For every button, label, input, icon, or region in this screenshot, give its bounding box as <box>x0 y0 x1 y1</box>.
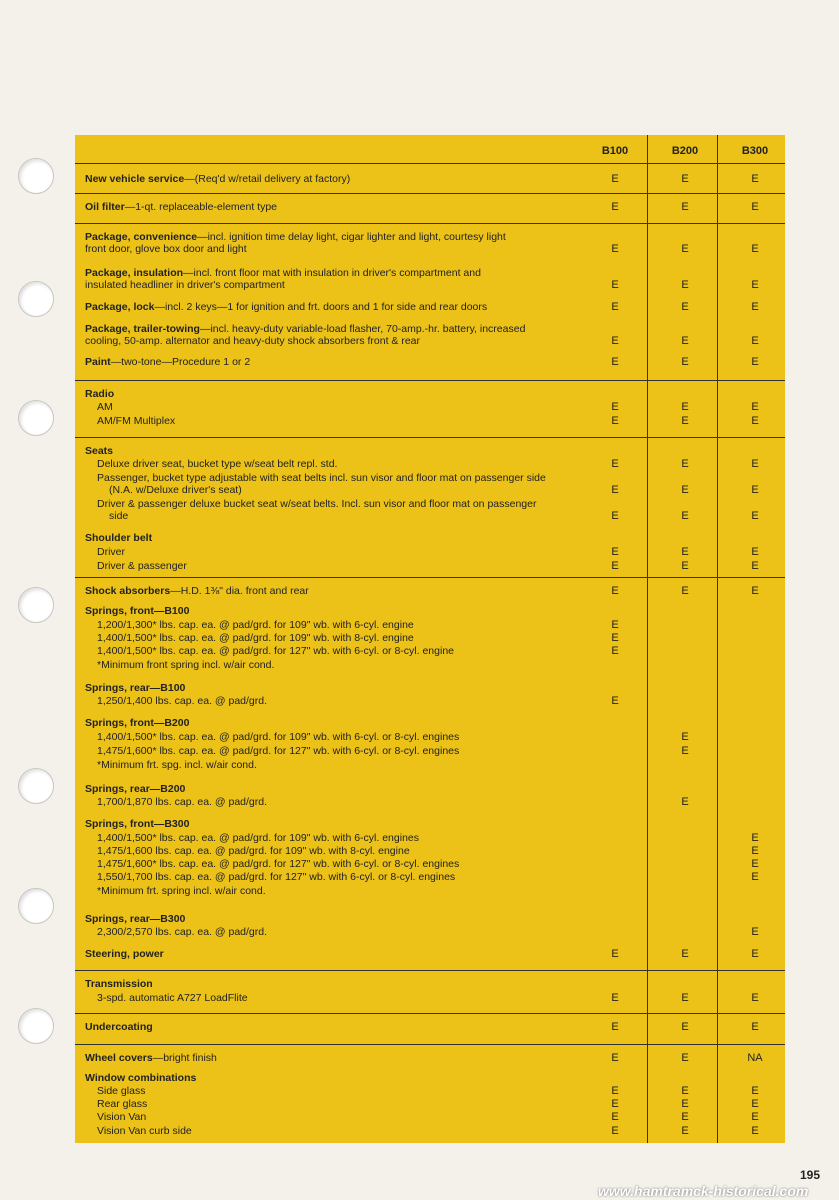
option-value: E <box>751 458 759 470</box>
row-description: Vision Van curb side <box>97 1125 192 1137</box>
option-value: E <box>681 510 689 522</box>
option-value: E <box>751 279 759 291</box>
table-row-text <box>85 832 597 844</box>
row-description: —(Req'd w/retail delivery at factory) <box>184 173 351 185</box>
row-description: Driver & passenger <box>97 560 187 572</box>
row-description: front door, glove box door and light <box>85 243 247 255</box>
table-row-text <box>85 619 597 631</box>
option-value: E <box>751 1021 759 1033</box>
option-value: E <box>611 1021 619 1033</box>
table-row-text <box>85 1052 585 1064</box>
table-row-text <box>85 871 597 883</box>
binder-hole <box>18 158 54 194</box>
table-row-text <box>85 948 585 960</box>
option-value: E <box>611 695 619 707</box>
row-description: 3-spd. automatic A727 LoadFlite <box>97 992 248 1004</box>
row-title: Seats <box>85 445 114 457</box>
section-divider <box>75 1044 785 1045</box>
row-description: —incl. ignition time delay light, cigar lighter and light, courtesy light <box>197 231 506 243</box>
table-row-text <box>85 267 585 279</box>
row-description: —H.D. 1⅜" dia. front and rear <box>170 585 309 597</box>
option-value: E <box>611 1111 619 1123</box>
option-value: E <box>751 832 759 844</box>
option-value: E <box>681 1052 689 1064</box>
option-value: E <box>681 560 689 572</box>
option-value: E <box>751 948 759 960</box>
option-value: E <box>681 458 689 470</box>
option-value: E <box>681 1125 689 1137</box>
row-title: Paint <box>85 356 111 368</box>
section-divider <box>75 970 785 971</box>
table-row-text <box>85 745 597 757</box>
option-value: E <box>611 415 619 427</box>
option-value: E <box>681 1021 689 1033</box>
option-value: E <box>751 871 759 883</box>
option-value: E <box>611 458 619 470</box>
table-row-text <box>85 323 585 335</box>
table-row-text <box>85 717 585 729</box>
row-description: 1,475/1,600 lbs. cap. ea. @ pad/grd. for 109" wb. with 8-cyl. engine <box>97 845 410 857</box>
table-row-text <box>85 783 585 795</box>
row-description: 1,475/1,600* lbs. cap. ea. @ pad/grd. for 127" wb. with 6-cyl. or 8-cyl. engines <box>97 745 460 757</box>
option-value: E <box>751 992 759 1004</box>
table-row-text <box>85 645 597 657</box>
table-row-text <box>85 415 597 427</box>
table-row-text <box>85 1072 585 1084</box>
row-title: Package, insulation <box>85 267 184 279</box>
table-row-text <box>85 243 585 255</box>
table-row-text <box>85 388 585 400</box>
option-value: E <box>611 585 619 597</box>
row-description: insulated headliner in driver's compartment <box>85 279 285 291</box>
option-value: E <box>611 948 619 960</box>
table-row-text <box>85 445 585 457</box>
option-value: E <box>681 173 689 185</box>
table-row-text <box>85 1021 585 1033</box>
option-value: E <box>681 745 689 757</box>
row-title: Transmission <box>85 978 153 990</box>
option-value: E <box>611 546 619 558</box>
table-row-text <box>85 632 597 644</box>
option-value: E <box>611 201 619 213</box>
option-value: E <box>681 243 689 255</box>
row-title: Springs, rear—B300 <box>85 913 186 925</box>
row-description: —incl. heavy-duty variable-load flasher, 70-amp.-hr. battery, increased <box>199 323 526 335</box>
option-value: E <box>751 301 759 313</box>
row-description: AM/FM Multiplex <box>97 415 176 427</box>
binder-hole <box>18 1008 54 1044</box>
option-value: E <box>751 356 759 368</box>
table-row-text <box>85 231 585 243</box>
table-row-text <box>85 926 597 938</box>
table-row-text <box>85 731 597 743</box>
table-row-text <box>85 605 585 617</box>
table-row-text <box>85 510 609 522</box>
row-description: side <box>109 510 129 522</box>
column-header-b200: B200 <box>671 145 699 157</box>
option-value: E <box>681 1098 689 1110</box>
option-value: E <box>751 585 759 597</box>
option-value: E <box>681 546 689 558</box>
row-description: Side glass <box>97 1085 146 1097</box>
table-row-text <box>85 356 585 368</box>
row-description: (N.A. w/Deluxe driver's seat) <box>109 484 242 496</box>
option-value: E <box>681 201 689 213</box>
table-row-text <box>85 335 585 347</box>
table-row-text <box>85 1111 597 1123</box>
table-row-text <box>85 401 597 413</box>
option-value: E <box>681 401 689 413</box>
table-row-text <box>85 992 597 1004</box>
column-divider <box>647 135 648 1143</box>
option-value: E <box>751 845 759 857</box>
table-row-text <box>85 695 597 707</box>
option-value: E <box>751 201 759 213</box>
row-title: Steering, power <box>85 948 164 960</box>
option-value: E <box>611 1052 619 1064</box>
row-description: —two-tone—Procedure 1 or 2 <box>110 356 251 368</box>
row-description: Driver <box>97 546 125 558</box>
option-value: E <box>681 948 689 960</box>
option-value: E <box>611 510 619 522</box>
row-description: Passenger, bucket type adjustable with seat belts incl. sun visor and floor mat on passenger side <box>97 472 546 484</box>
option-value: E <box>611 560 619 572</box>
table-row-text <box>85 585 585 597</box>
row-description: 1,250/1,400 lbs. cap. ea. @ pad/grd. <box>97 695 268 707</box>
option-value: NA <box>747 1052 763 1064</box>
option-value: E <box>751 243 759 255</box>
row-description: 1,400/1,500* lbs. cap. ea. @ pad/grd. for 109" wb. with 6-cyl. or 8-cyl. engines <box>97 731 460 743</box>
option-value: E <box>611 356 619 368</box>
row-title: Window combinations <box>85 1072 197 1084</box>
row-description: AM <box>97 401 113 413</box>
table-row-text <box>85 532 585 544</box>
table-row-text <box>85 173 585 185</box>
table-row-text <box>85 498 597 510</box>
table-row-text <box>85 858 597 870</box>
row-description: 1,400/1,500* lbs. cap. ea. @ pad/grd. for 127" wb. with 6-cyl. or 8-cyl. engine <box>97 645 454 657</box>
watermark: www.hamtramck-historical.com <box>598 1183 809 1199</box>
option-value: E <box>681 415 689 427</box>
option-value: E <box>751 415 759 427</box>
table-row-text <box>85 458 597 470</box>
table-row-text <box>85 885 597 897</box>
option-value: E <box>681 1085 689 1097</box>
table-row-text <box>85 201 585 213</box>
binder-hole <box>18 587 54 623</box>
option-value: E <box>611 619 619 631</box>
row-title: Oil filter <box>85 201 125 213</box>
option-value: E <box>751 335 759 347</box>
section-divider <box>75 1013 785 1014</box>
table-row-text <box>85 546 597 558</box>
option-value: E <box>611 279 619 291</box>
row-description: Rear glass <box>97 1098 148 1110</box>
option-value: E <box>681 796 689 808</box>
table-row-text <box>85 818 585 830</box>
option-value: E <box>611 1125 619 1137</box>
option-value: E <box>681 335 689 347</box>
row-title: Springs, front—B300 <box>85 818 190 830</box>
option-value: E <box>751 1098 759 1110</box>
row-title: Springs, front—B100 <box>85 605 190 617</box>
row-title: Springs, rear—B100 <box>85 682 186 694</box>
table-row-text <box>85 796 597 808</box>
row-title: Wheel covers <box>85 1052 153 1064</box>
option-value: E <box>681 279 689 291</box>
row-title: Radio <box>85 388 115 400</box>
row-description: Deluxe driver seat, bucket type w/seat belt repl. std. <box>97 458 338 470</box>
table-row-text <box>85 1085 597 1097</box>
row-title: Springs, front—B200 <box>85 717 190 729</box>
section-divider <box>75 223 785 224</box>
section-divider <box>75 577 785 578</box>
section-divider <box>75 437 785 438</box>
row-description: —bright finish <box>152 1052 217 1064</box>
row-description: —1-qt. replaceable-element type <box>124 201 278 213</box>
row-description: 2,300/2,570 lbs. cap. ea. @ pad/grd. <box>97 926 268 938</box>
table-row-text <box>85 682 585 694</box>
table-row-text <box>85 560 597 572</box>
row-description: 1,475/1,600* lbs. cap. ea. @ pad/grd. for 127" wb. with 6-cyl. or 8-cyl. engines <box>97 858 460 870</box>
option-value: E <box>681 484 689 496</box>
binder-hole <box>18 768 54 804</box>
option-value: E <box>751 858 759 870</box>
table-row-text <box>85 301 585 313</box>
row-title: Package, trailer-towing <box>85 323 200 335</box>
row-description: 1,400/1,500* lbs. cap. ea. @ pad/grd. for 109" wb. with 6-cyl. engines <box>97 832 419 844</box>
option-value: E <box>751 173 759 185</box>
binder-hole <box>18 400 54 436</box>
row-description: cooling, 50-amp. alternator and heavy-duty shock absorbers front & rear <box>85 335 421 347</box>
row-description: 1,400/1,500* lbs. cap. ea. @ pad/grd. for 109" wb. with 8-cyl. engine <box>97 632 414 644</box>
option-value: E <box>751 1125 759 1137</box>
option-value: E <box>611 243 619 255</box>
option-value: E <box>611 301 619 313</box>
row-description: 1,200/1,300* lbs. cap. ea. @ pad/grd. for 109" wb. with 6-cyl. engine <box>97 619 414 631</box>
option-value: E <box>681 992 689 1004</box>
column-header-b300: B300 <box>741 145 769 157</box>
option-value: E <box>681 731 689 743</box>
table-row-text <box>85 279 585 291</box>
option-value: E <box>611 484 619 496</box>
row-title: New vehicle service <box>85 173 185 185</box>
option-value: E <box>611 645 619 657</box>
row-description: *Minimum frt. spg. incl. w/air cond. <box>97 759 257 771</box>
row-description: *Minimum frt. spring incl. w/air cond. <box>97 885 266 897</box>
row-title: Package, lock <box>85 301 155 313</box>
section-divider <box>75 380 785 381</box>
option-value: E <box>681 585 689 597</box>
option-value: E <box>611 173 619 185</box>
table-row-text <box>85 845 597 857</box>
row-description: Driver & passenger deluxe bucket seat w/seat belts. Incl. sun visor and floor mat on passenger <box>97 498 537 510</box>
row-description: —incl. front floor mat with insulation in driver's compartment and <box>183 267 481 279</box>
option-value: E <box>751 484 759 496</box>
table-row-text <box>85 1125 597 1137</box>
option-value: E <box>751 1111 759 1123</box>
table-row-text <box>85 484 609 496</box>
page-number: 195 <box>800 1168 821 1182</box>
option-value: E <box>611 632 619 644</box>
table-row-text <box>85 659 597 671</box>
option-value: E <box>751 546 759 558</box>
options-table <box>75 135 785 1143</box>
option-value: E <box>611 1085 619 1097</box>
table-row-text <box>85 472 597 484</box>
row-description: 1,700/1,870 lbs. cap. ea. @ pad/grd. <box>97 796 268 808</box>
table-row-text <box>85 978 585 990</box>
option-value: E <box>751 926 759 938</box>
binder-hole <box>18 281 54 317</box>
table-row-text <box>85 913 585 925</box>
section-divider <box>75 163 785 164</box>
row-title: Shock absorbers <box>85 585 171 597</box>
row-description: *Minimum front spring incl. w/air cond. <box>97 659 275 671</box>
row-title: Undercoating <box>85 1021 153 1033</box>
row-description: —incl. 2 keys—1 for ignition and frt. doors and 1 for side and rear doors <box>154 301 488 313</box>
option-value: E <box>751 401 759 413</box>
table-row-text <box>85 759 597 771</box>
option-value: E <box>751 1085 759 1097</box>
row-title: Springs, rear—B200 <box>85 783 186 795</box>
option-value: E <box>611 335 619 347</box>
option-value: E <box>681 1111 689 1123</box>
table-row-text <box>85 1098 597 1110</box>
row-description: Vision Van <box>97 1111 147 1123</box>
binder-hole <box>18 888 54 924</box>
column-divider <box>717 135 718 1143</box>
option-value: E <box>611 992 619 1004</box>
option-value: E <box>681 356 689 368</box>
row-description: 1,550/1,700 lbs. cap. ea. @ pad/grd. for 127" wb. with 6-cyl. or 8-cyl. engines <box>97 871 456 883</box>
option-value: E <box>751 510 759 522</box>
option-value: E <box>751 560 759 572</box>
option-value: E <box>611 1098 619 1110</box>
option-value: E <box>611 401 619 413</box>
row-title: Shoulder belt <box>85 532 153 544</box>
column-header-b100: B100 <box>601 145 629 157</box>
option-value: E <box>681 301 689 313</box>
row-title: Package, convenience <box>85 231 198 243</box>
section-divider <box>75 193 785 194</box>
